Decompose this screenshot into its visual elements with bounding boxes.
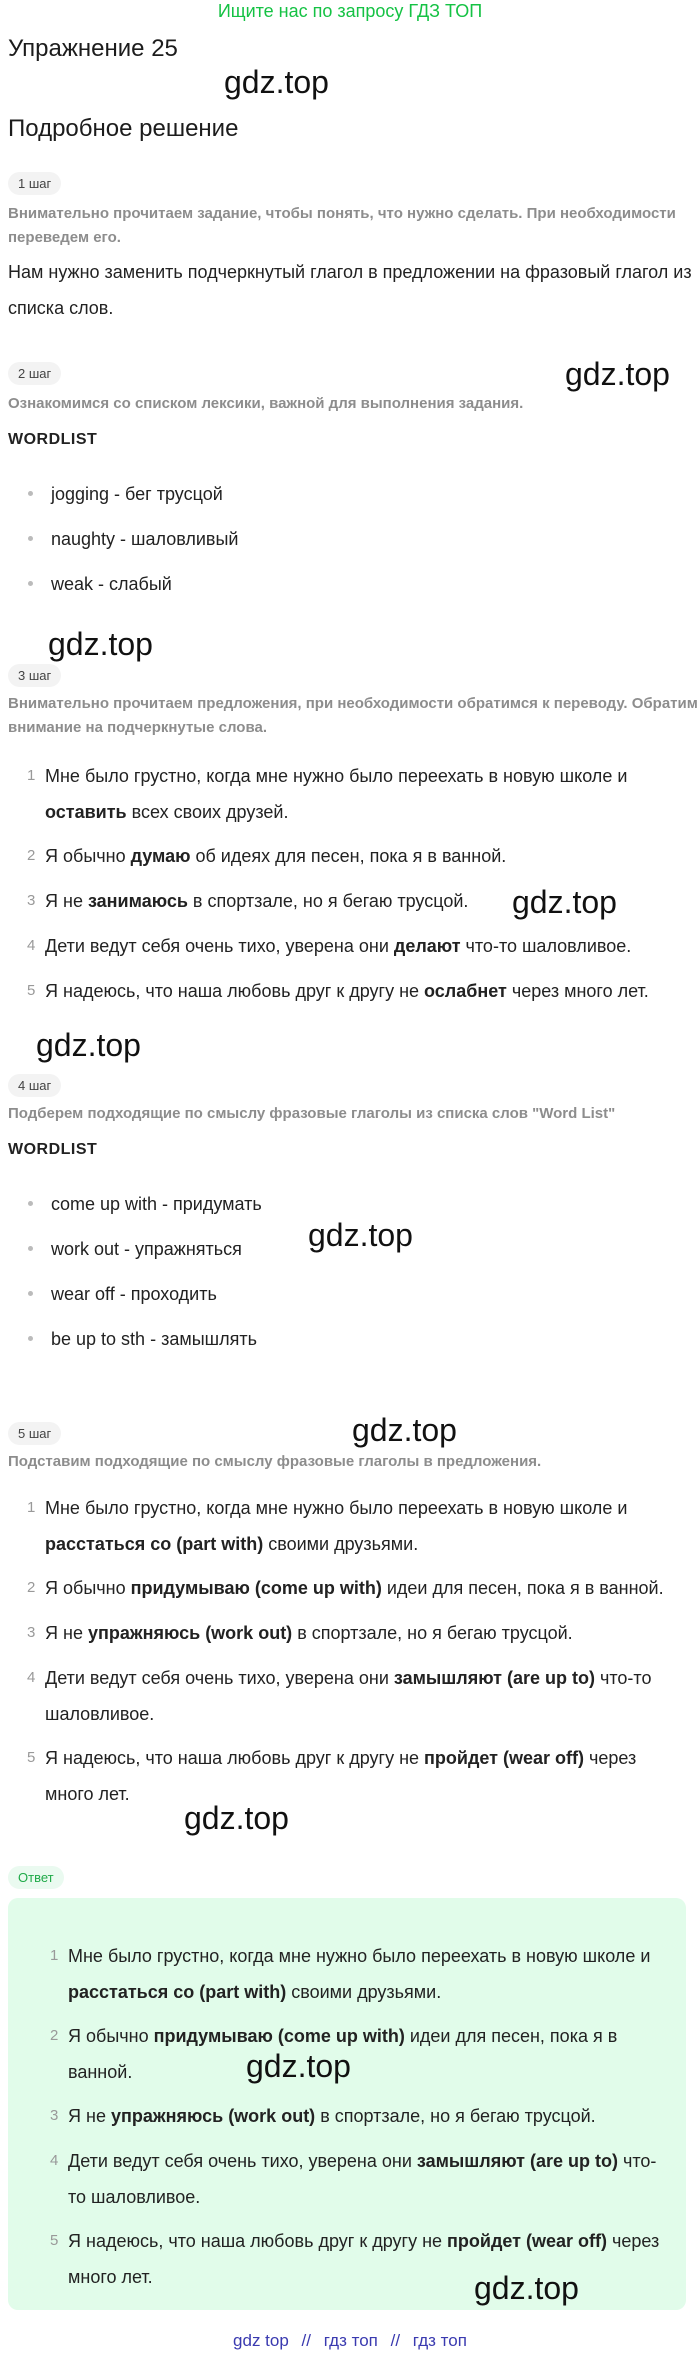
list-item: 5 Я надеюсь, что наша любовь друг к другу не пройдет (wear off) через много лет.	[27, 1748, 637, 1804]
list-item: weak - слабый	[28, 571, 172, 597]
list-item: 1 Мне было грустно, когда мне нужно было переехать в новую школе и оставить всех своих друзей.	[27, 766, 628, 822]
watermark: gdz.top	[512, 884, 617, 920]
exercise-title: Упражнение 25	[8, 35, 178, 62]
watermark: gdz.top	[565, 356, 670, 392]
list-item: 3 Я не упражняюсь (work out) в спортзале, но я бегаю трусцой.	[50, 2106, 596, 2126]
footer-link[interactable]: гдз топ	[323, 2331, 378, 2350]
step-4-label: 4 шаг	[8, 1074, 61, 1097]
step-1-label: 1 шаг	[8, 172, 61, 195]
step-5-label: 5 шаг	[8, 1422, 61, 1445]
step-2-desc: Ознакомимся со списком лексики, важной для выполнения задания.	[8, 395, 524, 412]
step-1-text: Нам нужно заменить подчеркнутый глагол в предложении на фразовый глагол из списка слов.	[8, 262, 692, 318]
list-item: wear off - проходить	[28, 1281, 217, 1307]
list-item: 5 Я надеюсь, что наша любовь друг к другу не пройдет (wear off) через много лет.	[50, 2231, 660, 2287]
solution-subtitle: Подробное решение	[8, 115, 239, 142]
footer-links	[0, 2330, 700, 2352]
footer-separator: //	[390, 2331, 401, 2350]
wordlist-heading: WORDLIST	[8, 431, 98, 448]
watermark: gdz.top	[308, 1217, 413, 1253]
watermark: gdz.top	[352, 1412, 457, 1448]
watermark: gdz.top	[48, 626, 153, 662]
list-item: 4 Дети ведут себя очень тихо, уверена они замышляют (are up to) что- то шаловливое.	[50, 2151, 657, 2207]
step-1-desc: Внимательно прочитаем задание, чтобы понять, что нужно сделать. При необходимости переведем его.	[8, 205, 676, 246]
list-item: be up to sth - замышлять	[28, 1326, 257, 1352]
list-item: naughty - шаловливый	[28, 526, 238, 552]
step-3-desc: Внимательно прочитаем предложения, при необходимости обратимся к переводу. Обратим внимание на подчеркнутые слова.	[8, 695, 698, 736]
watermark: gdz.top	[224, 64, 329, 100]
list-item: 1 Мне было грустно, когда мне нужно было переехать в новую школе и расстаться со (part with) своими друзьями.	[27, 1498, 628, 1554]
list-item: 4 Дети ведут себя очень тихо, уверена они делают что-то шаловливое.	[27, 936, 632, 956]
list-item: 4 Дети ведут себя очень тихо, уверена они замышляют (are up to) что-то шаловливое.	[27, 1668, 652, 1724]
footer-separator: //	[301, 2331, 311, 2350]
wordlist-heading: WORDLIST	[8, 1141, 98, 1158]
footer-link[interactable]: gdz top	[233, 2331, 289, 2350]
watermark: gdz.top	[184, 1800, 289, 1836]
answer-label: Ответ	[8, 1866, 64, 1889]
list-item: work out - упражняться	[28, 1236, 242, 1262]
watermark: gdz.top	[36, 1027, 141, 1063]
list-item: jogging - бег трусцой	[28, 481, 223, 507]
list-item: 2 Я обычно думаю об идеях для песен, пока я в ванной.	[27, 846, 507, 866]
list-item: 5 Я надеюсь, что наша любовь друг к другу не ослабнет через много лет.	[27, 981, 649, 1001]
list-item: 1 Мне было грустно, когда мне нужно было переехать в новую школе и расстаться со (part with) своими друзьями.	[50, 1946, 651, 2002]
footer-link[interactable]: гдз топ	[412, 2331, 467, 2350]
list-item: 3 Я не занимаюсь в спортзале, но я бегаю трусцой.	[27, 891, 469, 911]
step-2-label: 2 шаг	[8, 362, 61, 385]
search-banner: Ищите нас по запросу ГДЗ ТОП	[217, 1, 483, 21]
list-item: 3 Я не упражняюсь (work out) в спортзале, но я бегаю трусцой.	[27, 1623, 573, 1643]
list-item: 2 Я обычно придумываю (come up with) идеи для песен, пока я в ванной.	[50, 2026, 618, 2082]
step-5-desc: Подставим подходящие по смыслу фразовые глаголы в предложения.	[8, 1453, 542, 1470]
step-4-desc: Подберем подходящие по смыслу фразовые глаголы из списка слов "Word List"	[8, 1105, 616, 1122]
watermark: gdz.top	[246, 2048, 351, 2084]
watermark: gdz.top	[474, 2270, 579, 2306]
list-item: 2 Я обычно придумываю (come up with) идеи для песен, пока я в ванной.	[27, 1578, 664, 1598]
list-item: come up with - придумать	[28, 1191, 262, 1217]
step-3-label: 3 шаг	[8, 664, 61, 687]
